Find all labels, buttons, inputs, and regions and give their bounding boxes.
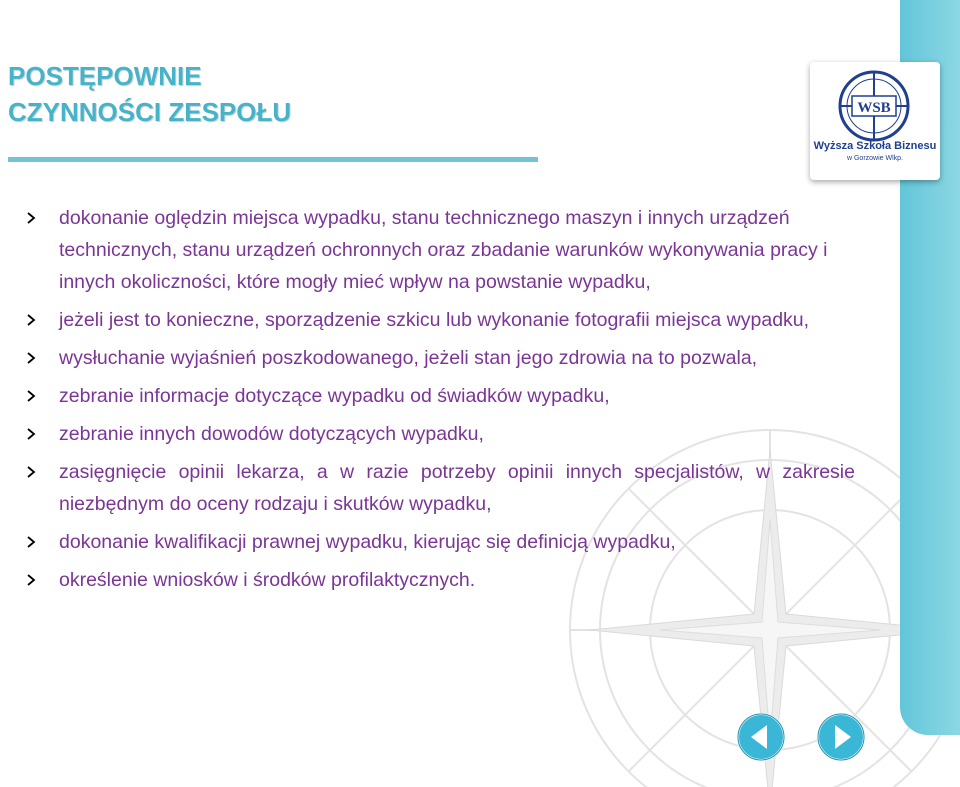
bullet-item <box>25 526 855 558</box>
bullet-list <box>25 202 855 602</box>
bullet-text: jeżeli jest to konieczne, sporządzenie szkicu lub wykonanie fotografii miejsca wypadku, <box>59 309 810 331</box>
bullet-text: zebranie innych dowodów dotyczących wypadku, <box>59 423 484 445</box>
arrow-bullet-icon <box>25 212 37 224</box>
logo-school-place: w Gorzowie Wlkp. <box>846 155 903 162</box>
bullet-item <box>25 202 855 298</box>
wsb-emblem-icon <box>836 68 912 144</box>
bullet-text: zasięgnięcie opinii lekarza, a w razie potrzeby opinii innych specjalistów, w zakresie niezbędnym do oceny rodzaju i skutków wypadku, <box>59 461 855 515</box>
previous-slide-button[interactable] <box>736 712 786 762</box>
next-slide-button[interactable] <box>816 712 866 762</box>
arrow-bullet-icon <box>25 428 37 440</box>
bullet-item <box>25 564 855 596</box>
bullet-item <box>25 418 855 450</box>
arrow-bullet-icon <box>25 390 37 402</box>
bullet-item <box>25 304 855 336</box>
wsb-logo <box>810 62 940 180</box>
arrow-bullet-icon <box>25 536 37 548</box>
logo-school-name: Wyższa Szkoła Biznesu <box>813 140 937 152</box>
bullet-item <box>25 456 855 520</box>
bullet-text: dokonanie oględzin miejsca wypadku, stanu technicznego maszyn i innych urządzeń technicznych, stanu urządzeń ochronnych oraz zbadanie warunków wykonywania pracy i innych okoliczności, które mogły mieć wpływ na powstanie wypadku, <box>59 207 828 293</box>
arrow-bullet-icon <box>25 466 37 478</box>
arrow-bullet-icon <box>25 574 37 586</box>
slide-title <box>8 58 291 130</box>
bullet-item <box>25 342 855 374</box>
title-line-1: POSTĘPOWNIE <box>8 61 202 91</box>
title-underline <box>8 157 538 162</box>
bullet-text: określenie wniosków i środków profilaktycznych. <box>59 569 476 591</box>
title-line-2: CZYNNOŚCI ZESPOŁU <box>8 97 292 127</box>
bullet-item <box>25 380 855 412</box>
wsb-emblem-text: WSB <box>857 100 891 116</box>
arrow-bullet-icon <box>25 314 37 326</box>
arrow-bullet-icon <box>25 352 37 364</box>
bullet-text: wysłuchanie wyjaśnień poszkodowanego, jeżeli stan jego zdrowia na to pozwala, <box>59 347 758 369</box>
bullet-text: dokonanie kwalifikacji prawnej wypadku, kierując się definicją wypadku, <box>59 531 676 553</box>
bullet-text: zebranie informacje dotyczące wypadku od świadków wypadku, <box>59 385 610 407</box>
